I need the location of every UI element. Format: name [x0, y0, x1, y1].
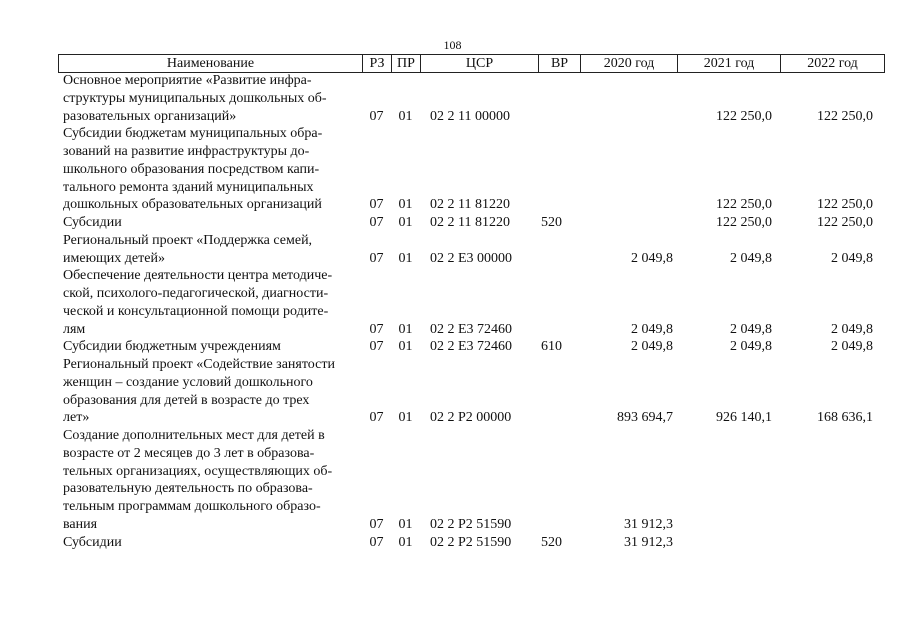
row-vr: 520: [541, 215, 562, 230]
row-pr: 01: [398, 250, 413, 266]
row-name-line: имеющих детей»: [63, 250, 165, 266]
row-rz: 07: [369, 321, 384, 337]
row-value-2021: 122 250,0: [716, 215, 772, 230]
row-name-line: тельным программам дошкольного образо-: [63, 499, 321, 514]
row-value-2022: 2 049,8: [831, 339, 873, 355]
column-header-csr: ЦСР: [421, 55, 539, 73]
row-vr: 610: [541, 339, 562, 355]
row-name: [58, 427, 362, 534]
row-value-2020: 2 049,8: [631, 321, 673, 337]
row-name-line: Создание дополнительных мест для детей в: [63, 428, 325, 443]
row-pr: 01: [398, 321, 413, 337]
row-value-2020: 2 049,8: [631, 250, 673, 266]
row-name: [58, 125, 362, 214]
table-row: [58, 534, 884, 552]
row-value-2022: 122 250,0: [817, 197, 873, 213]
row-rz: 07: [369, 516, 384, 532]
row-value-2021: 2 049,8: [730, 339, 772, 355]
row-name-line: женщин – создание условий дошкольного: [63, 374, 313, 390]
row-name: [58, 232, 362, 268]
page-number: 108: [443, 38, 462, 52]
row-rz: 07: [369, 108, 384, 124]
row-vr: 520: [541, 534, 562, 550]
row-value-2022: 2 049,8: [831, 250, 873, 266]
row-csr: 02 2 E3 00000: [430, 250, 513, 266]
row-name: [58, 267, 362, 338]
table-row: [58, 125, 884, 214]
row-name: [58, 72, 362, 125]
row-pr: 01: [398, 410, 413, 426]
row-csr: 02 2 E3 72460: [430, 321, 513, 337]
row-value-2022: 122 250,0: [817, 215, 873, 230]
row-value-2021: 2 049,8: [730, 250, 772, 266]
row-name-line: Обеспечение деятельности центра методиче-: [63, 268, 333, 284]
table-body: [58, 72, 884, 551]
row-value-2020: 2 049,8: [631, 339, 673, 355]
column-header-name: Наименование: [59, 55, 363, 73]
row-name-line: структуры муниципальных дошкольных об-: [63, 90, 327, 106]
row-name-line: Основное мероприятие «Развитие инфра-: [63, 73, 312, 88]
table-row: [58, 427, 884, 534]
row-name-line: Региональный проект «Поддержка семей,: [63, 232, 313, 248]
row-pr: 01: [398, 516, 413, 532]
row-value-2022: 122 250,0: [817, 108, 873, 124]
row-rz: 07: [369, 339, 384, 355]
row-name-line: тельных организациях, осуществляющих об-: [63, 463, 333, 479]
table-row: [58, 267, 884, 338]
row-value-2021: 2 049,8: [730, 321, 772, 337]
table-row: [58, 232, 884, 268]
row-csr: 02 2 P2 51590: [430, 516, 512, 532]
column-header-2022: 2022 год: [781, 55, 885, 73]
row-rz: 07: [369, 215, 384, 230]
row-pr: 01: [398, 197, 413, 213]
row-name-line: разовательных организаций»: [63, 108, 237, 124]
row-csr: 02 2 11 00000: [430, 108, 510, 124]
row-value-2021: 926 140,1: [716, 410, 772, 426]
row-name: [58, 356, 362, 427]
column-header-2021: 2021 год: [678, 55, 781, 73]
row-name-line: школьного образования посредством капи-: [63, 161, 320, 177]
row-name-line: ческой и консультационной помощи родите-: [63, 303, 329, 319]
row-name-line: Субсидии: [63, 534, 122, 550]
table-row: [58, 356, 884, 427]
row-name-line: зований на развитие инфраструктуры до-: [63, 144, 310, 159]
row-name-line: лет»: [63, 410, 90, 426]
row-name-line: дошкольных образовательных организаций: [63, 197, 322, 213]
row-value-2022: 168 636,1: [817, 410, 873, 426]
table-row: [58, 338, 884, 356]
row-name-line: возрасте от 2 месяцев до 3 лет в образова-: [63, 445, 315, 461]
row-rz: 07: [369, 197, 384, 213]
column-header-pr: ПР: [392, 55, 421, 73]
row-name-line: Субсидии: [63, 215, 122, 230]
row-name-line: тального ремонта зданий муниципальных: [63, 179, 314, 195]
row-name-line: лям: [63, 321, 86, 337]
row-csr: 02 2 11 81220: [430, 197, 510, 213]
table-row: [58, 72, 884, 125]
row-csr: 02 2 P2 51590: [430, 534, 512, 550]
column-header-2020: 2020 год: [581, 55, 678, 73]
row-value-2020: 893 694,7: [617, 410, 673, 426]
row-pr: 01: [398, 534, 413, 550]
row-csr: 02 2 E3 72460: [430, 339, 513, 355]
row-pr: 01: [398, 108, 413, 124]
row-csr: 02 2 P2 00000: [430, 410, 512, 426]
row-pr: 01: [398, 339, 413, 355]
row-csr: 02 2 11 81220: [430, 215, 510, 230]
table-row: [58, 214, 884, 232]
row-name-line: ской, психолого-педагогической, диагности-: [63, 286, 329, 301]
row-name: [58, 214, 362, 232]
row-name-line: Субсидии бюджетным учреждениям: [63, 339, 281, 355]
row-name: [58, 534, 362, 552]
table-header: [58, 54, 885, 73]
row-value-2020: 31 912,3: [624, 516, 673, 532]
row-name: [58, 338, 362, 356]
column-header-vr: ВР: [539, 55, 581, 73]
row-value-2021: 122 250,0: [716, 108, 772, 124]
row-name-line: образования для детей в возрасте до трех: [63, 392, 310, 408]
row-name-line: Региональный проект «Содействие занятости: [63, 357, 335, 372]
row-name-line: разовательную деятельность по образова-: [63, 481, 313, 497]
row-pr: 01: [398, 215, 413, 230]
row-rz: 07: [369, 410, 384, 426]
row-rz: 07: [369, 250, 384, 266]
row-value-2021: 122 250,0: [716, 197, 772, 213]
row-value-2022: 2 049,8: [831, 321, 873, 337]
row-name-line: вания: [63, 516, 98, 532]
row-rz: 07: [369, 534, 384, 550]
row-name-line: Субсидии бюджетам муниципальных обра-: [63, 126, 323, 142]
column-header-rz: РЗ: [363, 55, 392, 73]
row-value-2020: 31 912,3: [624, 534, 673, 550]
